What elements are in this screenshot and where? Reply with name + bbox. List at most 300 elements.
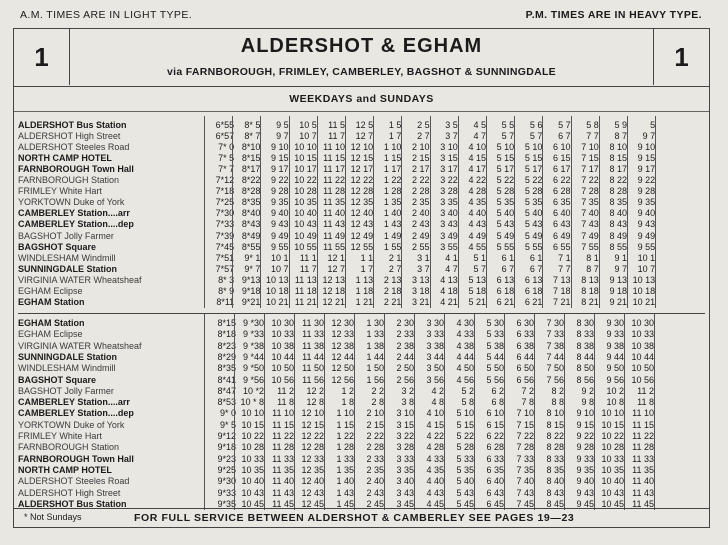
time-cell: 12 13 (322, 274, 345, 285)
time-cell: 8*41 (217, 374, 236, 385)
time-cell: 12 44 (331, 351, 354, 362)
column-rule (354, 314, 355, 510)
time-cell: 10 21 (266, 296, 289, 307)
time-cell: 9*12 (217, 431, 236, 441)
time-cell: 5 22 (456, 431, 474, 441)
column-rule (260, 116, 261, 308)
time-cell: 8 33 (546, 453, 564, 464)
time-cell: 12 5 (355, 120, 374, 130)
column-rule (486, 116, 487, 308)
time-cell: 12 22 (301, 431, 324, 441)
stop-name: CAMBERLEY Station....arr (18, 397, 130, 408)
time-cell: 9 15 (637, 153, 656, 164)
stop-name: FRIMLEY White Hart (18, 431, 102, 441)
time-cell: 8 30 (576, 318, 594, 328)
time-cell: 9 8 (581, 397, 594, 408)
time-cell: 5 10 (496, 142, 515, 153)
time-cell: 5 7 (529, 131, 543, 142)
time-cell: 6 55 (553, 241, 571, 252)
time-cell: 8*55 (241, 241, 261, 252)
time-cell: 4 18 (440, 285, 458, 296)
time-cell: 7 28 (581, 186, 599, 197)
time-cell: 4 33 (456, 329, 474, 340)
time-cell: 12 15 (350, 153, 374, 164)
time-cell: 8*22 (241, 175, 261, 186)
time-cell: 4 33 (426, 453, 444, 464)
time-cell: 8 40 (609, 208, 627, 219)
time-cell: 11 56 (302, 374, 324, 385)
time-cell: 5 45 (456, 498, 474, 509)
time-cell: 2 2 (371, 385, 384, 396)
time-cell: 3 38 (426, 340, 444, 351)
time-cell: 9 7 (276, 131, 289, 142)
time-cell: 1 10 (336, 408, 354, 419)
time-cell: 8 8 (551, 397, 564, 408)
time-cell: 6 13 (524, 274, 543, 285)
time-cell: 7 55 (581, 241, 599, 252)
time-cell: 2 8 (371, 397, 384, 408)
time-cell: 12 21 (322, 296, 345, 307)
page-title: ALDERSHOT & EGHAM (240, 35, 483, 57)
time-cell: 6 21 (524, 296, 543, 307)
time-cell: 2 33 (366, 453, 384, 464)
column-rule (373, 116, 374, 308)
time-cell: 12 18 (322, 285, 345, 296)
time-cell: 11 30 (302, 318, 324, 328)
time-cell: 5 43 (524, 219, 543, 230)
time-cell: 6 10 (553, 142, 571, 153)
footer-main: FOR FULL SERVICE BETWEEN ALDERSHOT & CAMBERLEY SEE PAGES 19—23 (134, 512, 575, 524)
stop-name: ALDERSHOT High Street (18, 131, 121, 142)
time-cell: 3 35 (396, 464, 414, 475)
time-cell: 11 35 (632, 464, 654, 475)
time-cell: 3 22 (396, 431, 414, 441)
time-cell: 6 18 (524, 285, 543, 296)
time-cell: 1 15 (383, 153, 402, 164)
time-cell: 11 50 (302, 363, 324, 374)
time-cell: 10 30 (631, 318, 654, 328)
time-cell: 5 21 (468, 296, 486, 307)
stop-name: ALDERSHOT Bus Station (18, 120, 127, 130)
time-cell: 9 22 (637, 175, 656, 186)
time-cell: 10 28 (601, 442, 624, 453)
time-cell: 9 22 (271, 175, 289, 186)
time-cell: 10 * 8 (240, 397, 264, 408)
time-cell: 7* 5 (218, 153, 235, 164)
time-cell: 7 22 (581, 175, 599, 186)
time-cell: 10 43 (601, 487, 624, 498)
stop-name: CAMBERLEY Station....dep (18, 219, 134, 230)
time-cell: 9 15 (576, 419, 594, 430)
column-rule (571, 116, 572, 308)
time-cell: 2 22 (412, 175, 430, 186)
pm-legend: P.M. TIMES ARE IN HEAVY TYPE. (525, 9, 702, 21)
time-cell: 2 7 (388, 263, 402, 274)
column-rule (504, 314, 505, 510)
time-cell: 6 28 (553, 186, 571, 197)
time-cell: 5 7 (473, 263, 486, 274)
time-cell: 12 38 (331, 340, 354, 351)
time-cell: 7 10 (581, 142, 599, 153)
time-cell: 1 33 (366, 329, 384, 340)
time-cell: 7 28 (516, 442, 534, 453)
time-cell: 6 35 (553, 197, 571, 208)
time-cell: 5 35 (496, 197, 515, 208)
time-cell: 10 40 (241, 476, 264, 487)
time-cell: 12 7 (327, 263, 345, 274)
time-cell: 1 55 (383, 241, 402, 252)
time-cell: 6 38 (516, 340, 534, 351)
time-cell: 2 21 (383, 296, 402, 307)
time-cell: 5 28 (456, 442, 474, 453)
time-cell: 2 44 (396, 351, 414, 362)
time-cell: 6 28 (486, 442, 504, 453)
time-cell: 1 40 (336, 476, 354, 487)
stop-name: VIRGINIA WATER Wheatsheaf (18, 274, 142, 285)
time-cell: 7 35 (581, 197, 599, 208)
time-cell: 8 50 (576, 363, 594, 374)
time-cell: 6 40 (486, 476, 504, 487)
time-cell: 9 38 (606, 340, 624, 351)
time-cell: 1 7 (388, 131, 402, 142)
time-cell: 7 35 (516, 464, 534, 475)
time-cell: 1 43 (336, 487, 354, 498)
column-rule (345, 116, 346, 308)
time-cell: 5 17 (496, 164, 515, 175)
time-cell: 9* 7 (244, 263, 261, 274)
timetable-frame (13, 28, 710, 528)
time-cell: 4 40 (426, 476, 444, 487)
time-cell: 12 28 (301, 442, 324, 453)
time-cell: 9 *30 (242, 318, 264, 328)
time-cell: 11 49 (323, 230, 345, 241)
time-cell: 11 33 (272, 453, 294, 464)
time-cell: 10 15 (601, 419, 624, 430)
time-cell: 5 10 (456, 408, 474, 419)
time-cell: 5 15 (496, 153, 515, 164)
time-cell: 9 40 (271, 208, 289, 219)
time-cell: 10 10 (294, 142, 317, 153)
time-cell: 1 17 (383, 164, 402, 175)
time-cell: 3 33 (426, 329, 444, 340)
time-cell: 9 49 (271, 230, 289, 241)
time-cell: 10 10 (601, 408, 624, 419)
time-cell: 10 10 (241, 408, 264, 419)
time-cell: 4 1 (445, 252, 458, 263)
time-cell: 10 7 (637, 263, 656, 274)
time-cell: 8*35 (217, 363, 236, 374)
time-cell: 6 33 (486, 453, 504, 464)
time-cell: 11 35 (272, 464, 294, 475)
time-cell: 2 13 (383, 274, 402, 285)
time-cell: 4 50 (456, 363, 474, 374)
time-cell: 1 38 (366, 340, 384, 351)
time-cell: 10 5 (299, 120, 317, 130)
column-rule (624, 314, 625, 510)
time-cell: 6 49 (553, 230, 571, 241)
time-cell: 8 15 (546, 419, 564, 430)
time-cell: 5 8 (586, 120, 599, 130)
time-cell: 1 35 (336, 464, 354, 475)
time-cell: 4 22 (468, 175, 486, 186)
time-cell: 8 40 (546, 476, 564, 487)
time-cell: 9 43 (637, 219, 656, 230)
time-cell: 7*25 (215, 197, 235, 208)
column-rule (414, 314, 415, 510)
time-cell: 6*57 (215, 131, 235, 142)
time-cell: 4 13 (440, 274, 458, 285)
time-cell: 9*33 (217, 487, 236, 498)
time-cell: 7 7 (586, 131, 599, 142)
time-cell: 5 28 (496, 186, 515, 197)
time-cell: 5 22 (524, 175, 543, 186)
time-cell: 9 2 (581, 385, 594, 396)
time-cell: 9 13 (609, 274, 627, 285)
time-cell: 11 43 (632, 487, 654, 498)
stop-name: SUNNINGDALE Station (18, 351, 117, 362)
time-cell: 8 56 (576, 374, 594, 385)
time-cell: 3 5 (445, 120, 458, 130)
time-cell: 7*30 (215, 208, 235, 219)
time-cell: 11 38 (302, 340, 324, 351)
time-cell: 3 28 (440, 186, 458, 197)
time-cell: 8*49 (241, 230, 261, 241)
time-cell: 12 7 (355, 131, 374, 142)
time-cell: 8 28 (546, 442, 564, 453)
section-heading: WEEKDAYS and SUNDAYS (14, 87, 709, 112)
column-rule (542, 116, 543, 308)
time-cell: 8 10 (609, 142, 627, 153)
time-cell: 2 40 (412, 208, 430, 219)
time-cell: 9 21 (609, 296, 627, 307)
time-cell: 10 38 (271, 340, 294, 351)
column-rule (564, 314, 565, 510)
time-cell: 9*25 (217, 464, 236, 475)
time-cell: 7*33 (215, 219, 235, 230)
time-cell: 6 7 (529, 263, 543, 274)
time-cell: 4 22 (426, 431, 444, 441)
time-cell: 5 15 (456, 419, 474, 430)
time-cell: 11 40 (272, 476, 294, 487)
time-cell: 5 40 (524, 208, 543, 219)
time-cell: 2 7 (417, 131, 430, 142)
stop-name: EGHAM Eclipse (18, 285, 83, 296)
time-cell: 12 30 (331, 318, 354, 328)
time-cell: 6 7 (558, 131, 571, 142)
time-cell: 10 22 (601, 431, 624, 441)
time-cell: 11 22 (272, 431, 294, 441)
time-cell: 7 2 (521, 385, 534, 396)
time-cell: 3 55 (440, 241, 458, 252)
time-cell: 2 50 (396, 363, 414, 374)
time-cell: 8 33 (576, 329, 594, 340)
time-cell: 1 35 (383, 197, 402, 208)
time-cell: 11 45 (632, 498, 654, 509)
time-cell: 8 13 (581, 274, 599, 285)
time-cell: 11 18 (294, 285, 317, 296)
time-cell: 3 1 (417, 252, 430, 263)
time-cell: 5 17 (524, 164, 543, 175)
time-cell: 9 28 (637, 186, 656, 197)
time-cell: 12 1 (327, 252, 345, 263)
time-cell: 6 17 (553, 164, 571, 175)
time-cell: 9 17 (271, 164, 289, 175)
time-cell: 9*23 (217, 453, 236, 464)
stop-name: WINDLESHAM Windmill (18, 252, 116, 263)
time-cell: 11 40 (323, 208, 345, 219)
header (14, 29, 709, 87)
time-cell: 4 40 (468, 208, 486, 219)
time-cell: 8 21 (581, 296, 599, 307)
stop-name: EGHAM Station (18, 318, 85, 328)
time-cell: 3 10 (440, 142, 458, 153)
column-rule (458, 116, 459, 308)
time-cell: 9 1 (614, 252, 627, 263)
time-cell: 12 10 (301, 408, 324, 419)
time-cell: 1 33 (336, 453, 354, 464)
time-cell: 8*35 (241, 197, 261, 208)
column-rule (474, 314, 475, 510)
time-cell: 10 56 (271, 374, 294, 385)
time-cell: 10 8 (606, 397, 624, 408)
time-cell: 9 55 (637, 241, 656, 252)
time-cell: 8*15 (241, 153, 261, 164)
stop-name: YORKTOWN Duke of York (18, 419, 125, 430)
time-cell: 10 21 (632, 296, 656, 307)
time-cell: 9 43 (271, 219, 289, 230)
time-cell: 3 40 (396, 476, 414, 487)
time-cell: 7 38 (546, 340, 564, 351)
time-cell: 12 49 (350, 230, 374, 241)
time-cell: 1 8 (341, 397, 354, 408)
time-cell: 12 33 (331, 329, 354, 340)
time-cell: 2 55 (412, 241, 430, 252)
time-cell: 6 22 (486, 431, 504, 441)
time-cell: 7*51 (215, 252, 235, 263)
time-cell: 1 40 (383, 208, 402, 219)
column-rule (289, 116, 290, 308)
time-cell: 5 15 (524, 153, 543, 164)
time-cell: 1 5 (388, 120, 402, 130)
time-cell: 11 2 (277, 385, 294, 396)
time-cell: 2 17 (412, 164, 430, 175)
time-cell: 3 40 (440, 208, 458, 219)
time-cell: 11 7 (299, 263, 317, 274)
time-cell: 2 28 (366, 442, 384, 453)
stop-name: CAMBERLEY Station....dep (18, 408, 134, 419)
time-cell: 8* 9 (218, 285, 235, 296)
time-cell: 6 45 (486, 498, 504, 509)
time-cell: 7 40 (581, 208, 599, 219)
time-cell: 1 22 (336, 431, 354, 441)
column-rule (324, 314, 325, 510)
time-cell: 4 49 (468, 230, 486, 241)
time-cell: 7 43 (581, 219, 599, 230)
time-cell: 4 17 (468, 164, 486, 175)
time-cell: 5 18 (468, 285, 486, 296)
time-cell: 9 *38 (242, 340, 264, 351)
time-cell: 7*12 (215, 175, 235, 186)
time-cell: 10 40 (294, 208, 317, 219)
column-rule (204, 116, 205, 308)
time-cell: 4 56 (456, 374, 474, 385)
time-cell: 10 33 (241, 453, 264, 464)
time-cell: 10 22 (294, 175, 317, 186)
time-cell: 9 7 (642, 131, 656, 142)
time-cell: 7 33 (516, 453, 534, 464)
time-cell: 10 13 (632, 274, 656, 285)
time-cell: 7 50 (546, 363, 564, 374)
time-cell: 12 28 (350, 186, 374, 197)
time-cell: 6 43 (553, 219, 571, 230)
time-cell: 3 45 (396, 498, 414, 509)
time-cell: 12 15 (301, 419, 324, 430)
time-cell: 1 43 (383, 219, 402, 230)
time-cell: 11 15 (272, 419, 294, 430)
column-rule (232, 116, 233, 308)
time-cell: 7 15 (516, 419, 534, 430)
time-cell: 9 35 (637, 197, 656, 208)
time-cell: 10 15 (241, 419, 264, 430)
time-cell: 5 1 (473, 252, 486, 263)
column-rule (264, 314, 265, 510)
time-cell: 9 18 (609, 285, 627, 296)
time-cell: 8*47 (217, 385, 236, 396)
time-cell: 7 15 (581, 153, 599, 164)
stop-name: BAGSHOT Jolly Farmer (18, 230, 114, 241)
time-cell: 11 8 (277, 397, 294, 408)
time-cell: 11 28 (323, 186, 345, 197)
time-cell: 7*39 (215, 230, 235, 241)
time-cell: 10 18 (632, 285, 656, 296)
time-cell: 10 22 (241, 431, 264, 441)
time-cell: 5 49 (496, 230, 515, 241)
time-cell: 6 2 (491, 385, 504, 396)
time-cell: 1 28 (336, 442, 354, 453)
time-cell: 2 43 (412, 219, 430, 230)
time-cell: 12 40 (301, 476, 324, 487)
time-cell: 4 55 (468, 241, 486, 252)
time-cell: 3 10 (396, 408, 414, 419)
time-cell: 9 40 (637, 208, 656, 219)
time-cell: 5 33 (486, 329, 504, 340)
time-cell: 1 22 (383, 175, 402, 186)
time-cell: 11 13 (294, 274, 317, 285)
time-cell: 11 10 (323, 142, 345, 153)
am-legend: A.M. TIMES ARE IN LIGHT TYPE. (20, 9, 193, 21)
time-cell: 5 56 (486, 374, 504, 385)
time-cell: 11 33 (632, 453, 654, 464)
stop-name: VIRGINIA WATER Wheatsheaf (18, 340, 142, 351)
time-cell: 4 5 (473, 120, 486, 130)
time-cell: 12 17 (350, 164, 374, 175)
time-cell: 11 33 (302, 329, 324, 340)
time-cell: 6 56 (516, 374, 534, 385)
time-cell: 9*18 (241, 285, 261, 296)
time-cell: 5 35 (524, 197, 543, 208)
time-cell: 7 40 (516, 476, 534, 487)
time-cell: 9 40 (576, 476, 594, 487)
time-cell: 9 17 (637, 164, 656, 175)
stop-name: ALDERSHOT Steeles Road (18, 142, 130, 153)
time-cell: 9* 1 (244, 252, 261, 263)
time-cell: 8 18 (581, 285, 599, 296)
time-cell: 9*18 (217, 442, 236, 453)
time-cell: 12 56 (331, 374, 354, 385)
time-cell: 9 10 (637, 142, 656, 153)
time-cell: 9 56 (606, 374, 624, 385)
column-rule (654, 314, 655, 510)
